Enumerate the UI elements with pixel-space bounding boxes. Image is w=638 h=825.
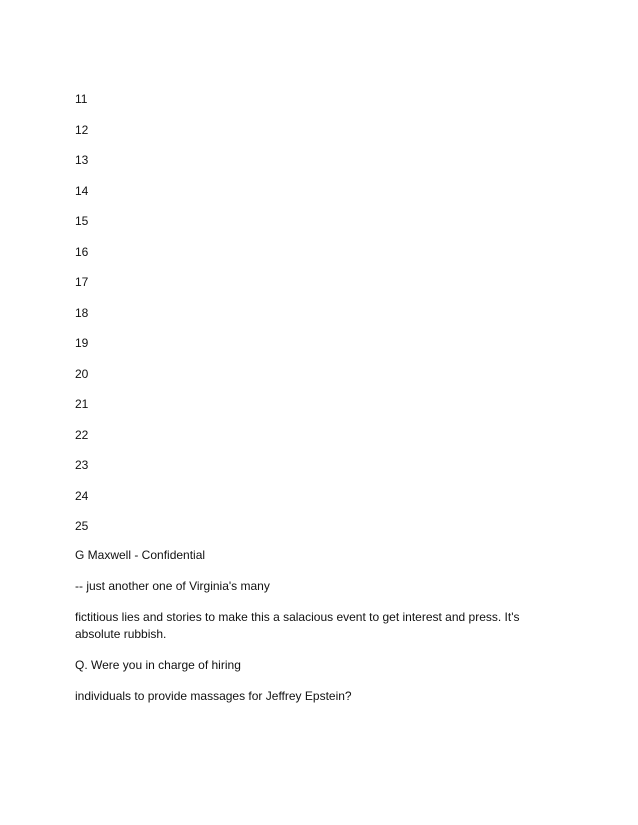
line-number: 21 xyxy=(75,397,89,411)
confidential-header: G Maxwell - Confidential xyxy=(75,548,206,562)
line-number: 14 xyxy=(75,183,89,198)
line-number: 22 xyxy=(75,427,89,442)
line-number: 23 xyxy=(75,458,89,472)
line-number: 20 xyxy=(75,366,89,381)
transcript-question: Q. Were you in charge of hiring xyxy=(75,658,241,672)
transcript-paragraph: -- just another one of Virginia's many xyxy=(75,579,270,593)
line-number: 18 xyxy=(75,305,89,320)
line-number: 17 xyxy=(75,275,89,289)
line-number: 24 xyxy=(75,488,89,503)
transcript-paragraph: fictitious lies and stories to make this a salacious event to get interest and press. It's absolute rubbish. xyxy=(75,610,520,641)
transcript-text xyxy=(75,547,555,719)
line-number: 11 xyxy=(75,92,88,106)
transcript-paragraph: individuals to provide massages for Jeffrey Epstein? xyxy=(75,689,352,703)
line-number: 15 xyxy=(75,214,89,228)
line-number: 25 xyxy=(75,519,89,533)
line-number: 19 xyxy=(75,336,89,350)
line-number: 16 xyxy=(75,244,89,259)
line-number-column xyxy=(75,90,88,548)
line-number: 12 xyxy=(75,122,89,137)
line-number: 13 xyxy=(75,153,89,167)
